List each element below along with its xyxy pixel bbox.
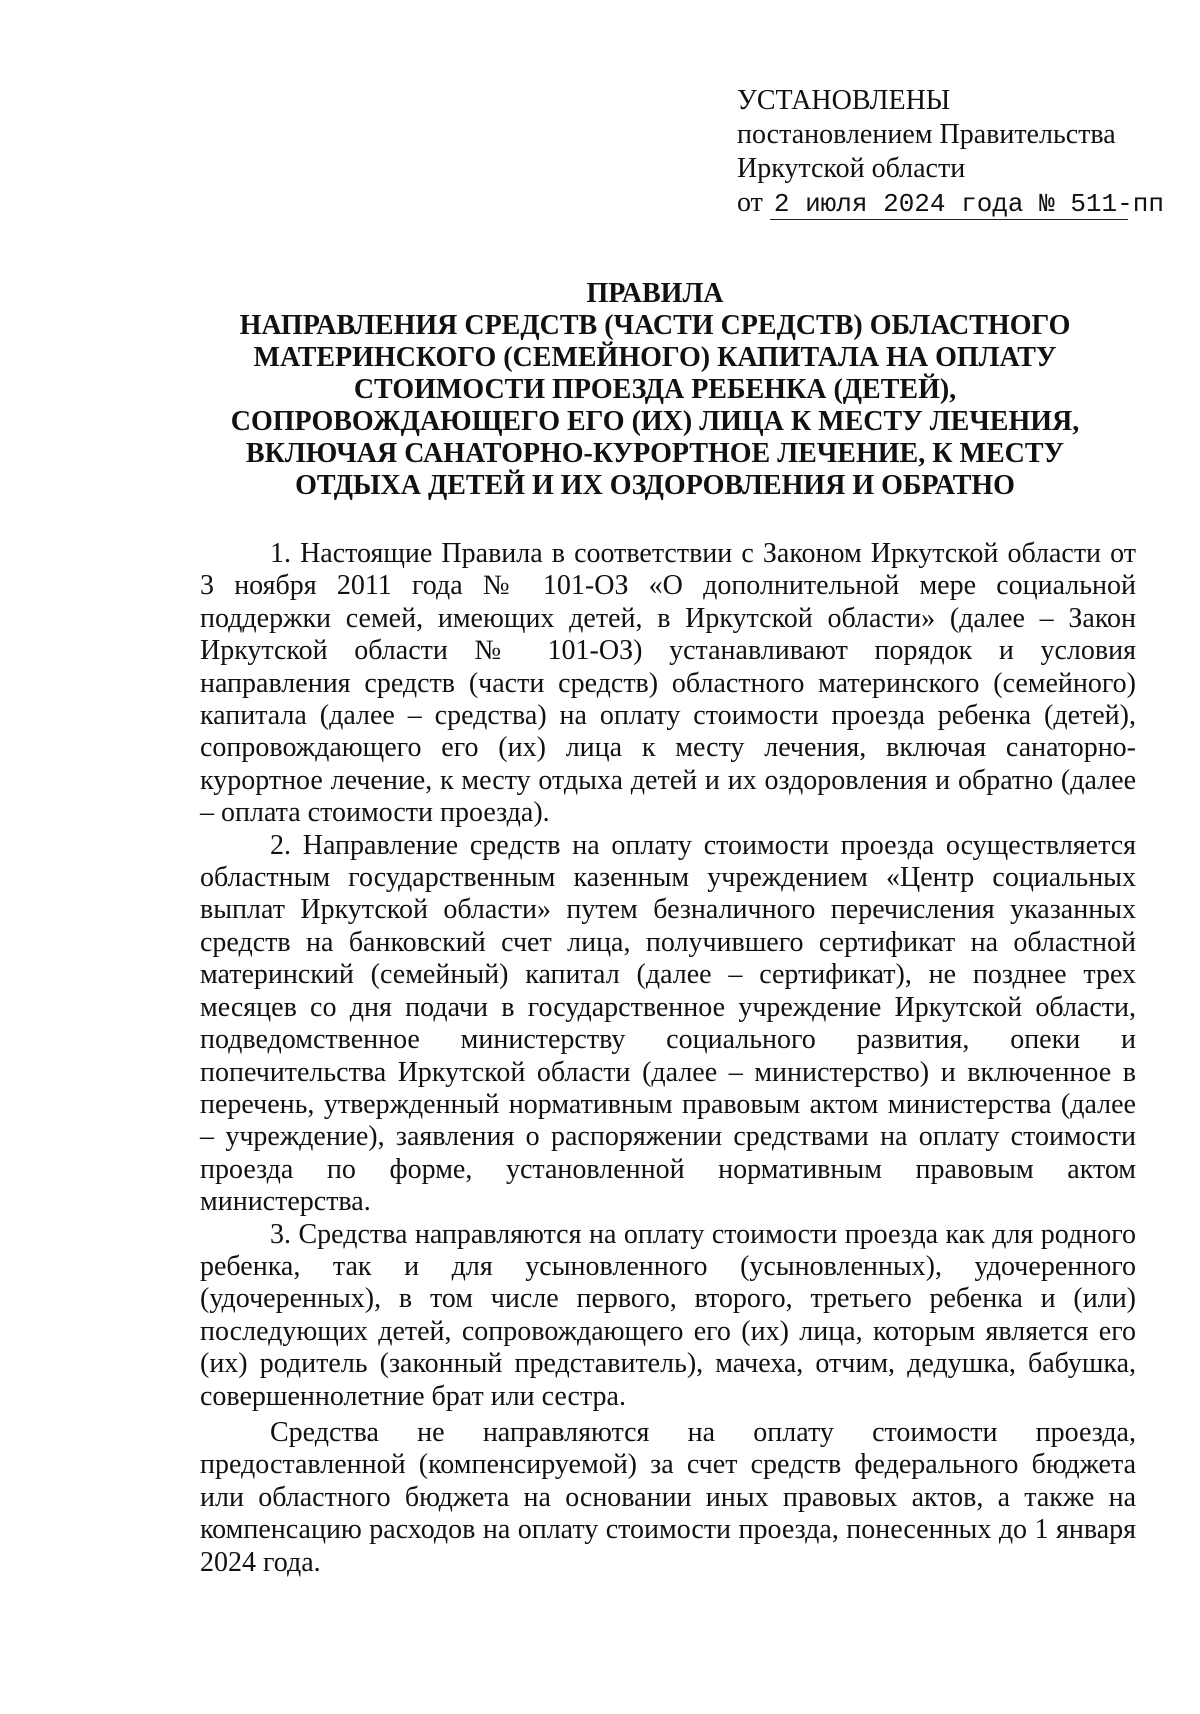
document-body bbox=[200, 538, 1136, 1579]
approval-block bbox=[737, 84, 1164, 220]
paragraph-1: 1. Настоящие Правила в соответствии с Законом Иркутской области от 3 ноября 2011 года № 101-ОЗ «О дополнительной мере социальной поддержки семей, имеющих детей, в Иркутской области» (далее – Закон Иркутской области № 101-ОЗ) устанавливают порядок и условия направления средств (части средств) областного материнского (семейного) капитала (далее – средства) на оплату стоимости проезда ребенка (детей), сопровождающего его (их) лица к месту лечения, включая санаторно-курортное лечение, к месту отдыха детей и их оздоровления и обратно (далее – оплата стоимости проезда). bbox=[200, 538, 1136, 829]
paragraph-3: 3. Средства направляются на оплату стоимости проезда как для родного ребенка, так и для усыновленного (усыновленных), удочеренного (удочеренных), в том числе первого, второго, третьего ребенка и (или) последующих детей, сопровождающего его (их) лица, которым является его (их) родитель (законный представитель), мачеха, отчим, дедушка, бабушка, совершеннолетние брат или сестра. bbox=[200, 1218, 1136, 1412]
title-heading: ПРАВИЛА bbox=[586, 278, 724, 309]
approval-status: УСТАНОВЛЕНЫ bbox=[737, 85, 951, 116]
approval-date-line bbox=[737, 186, 1164, 220]
approval-region: Иркутской области bbox=[737, 153, 966, 184]
approval-date-value: 2 июля 2024 года № 511-пп bbox=[770, 189, 1128, 220]
title-subheading: НАПРАВЛЕНИЯ СРЕДСТВ (ЧАСТИ СРЕДСТВ) ОБЛАСТНОГО МАТЕРИНСКОГО (СЕМЕЙНОГО) КАПИТАЛА НА ОПЛАТУ СТОИМОСТИ ПРОЕЗДА РЕБЕНКА (ДЕТЕЙ), СОПРОВОЖДАЮЩЕГО ЕГО (ИХ) ЛИЦА К МЕСТУ ЛЕЧЕНИЯ, ВКЛЮЧАЯ САНАТОРНО-КУРОРТНОЕ ЛЕЧЕНИЕ, К МЕСТУ ОТДЫХА ДЕТЕЙ И ИХ ОЗДОРОВЛЕНИЯ И ОБРАТНО bbox=[230, 310, 1080, 501]
paragraph-4: Средства не направляются на оплату стоимости проезда, предоставленной (компенсируемой) за счет средств федерального бюджета или областного бюджета на основании иных правовых актов, а также на компенсацию расходов на оплату стоимости проезда, понесенных до 1 января 2024 года. bbox=[200, 1416, 1136, 1578]
approval-issuer: постановлением Правительства bbox=[737, 119, 1116, 150]
approval-date-prefix: от bbox=[737, 187, 763, 218]
paragraph-2: 2. Направление средств на оплату стоимости проезда осуществляется областным государственным казенным учреждением «Центр социальных выплат Иркутской области» путем безналичного перечисления указанных средств на банковский счет лица, получившего сертификат на областной материнский (семейный) капитал (далее – сертификат), не позднее трех месяцев со дня подачи в государственное учреждение Иркутской области, подведомственное министерству социального развития, опеки и попечительства Иркутской области (далее – министерство) и включенное в перечень, утвержденный нормативным правовым актом министерства (далее – учреждение), заявления о распоряжении средствами на оплату стоимости проезда по форме, установленной нормативным правовым актом министерства. bbox=[200, 829, 1136, 1218]
document-title bbox=[190, 278, 1120, 502]
